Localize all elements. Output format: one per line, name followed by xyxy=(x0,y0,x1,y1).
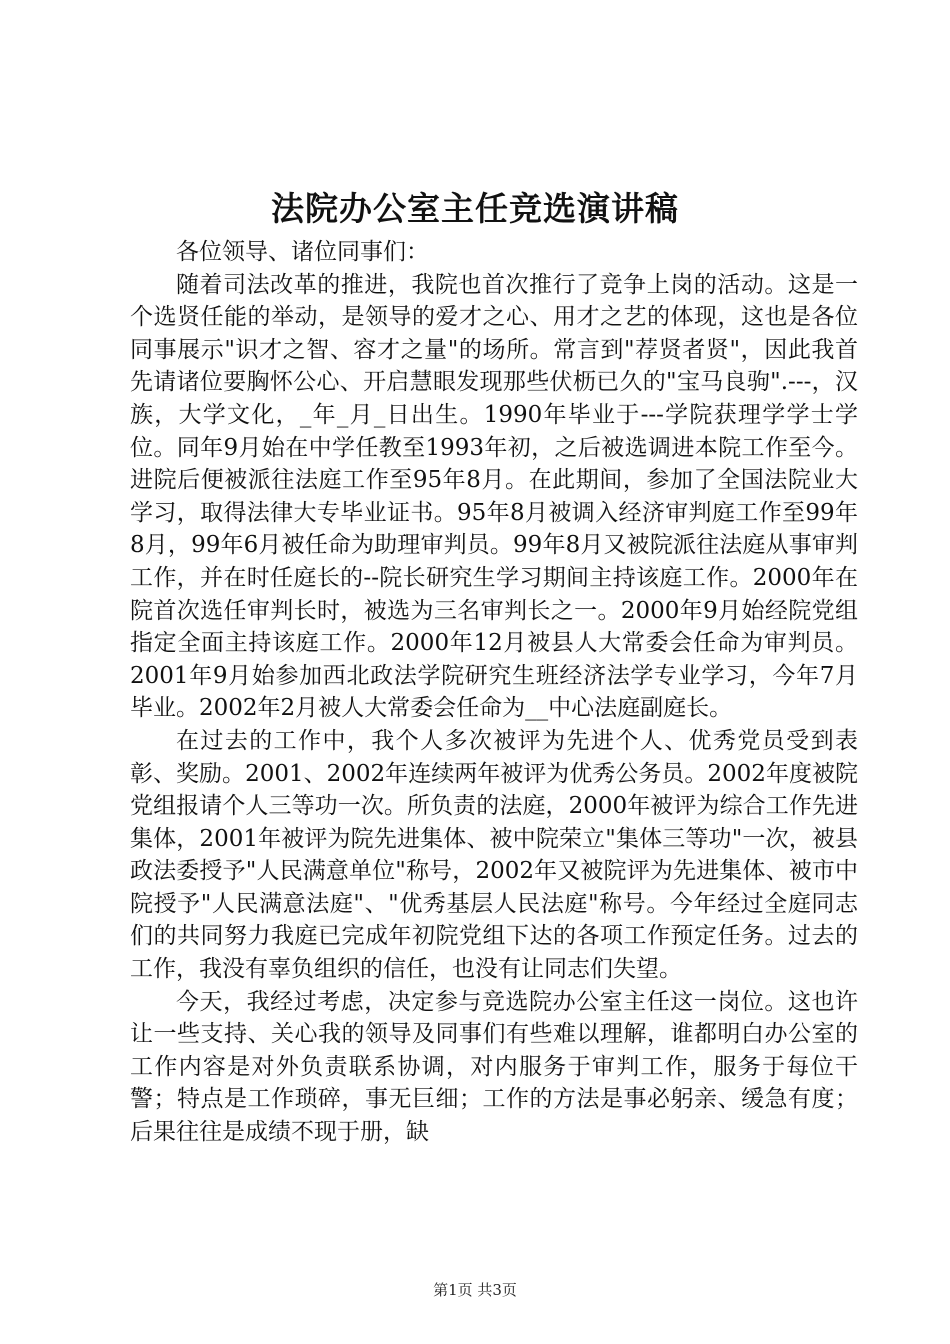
paragraph-background: 随着司法改革的推进，我院也首次推行了竞争上岗的活动。这是一个选贤任能的举动，是领导的爱才之心、用才之艺的体现，这也是各位同事展示"识才之智、容才之量"的场所。常言到"荐贤者贤"，因此我首先请诸位要胸怀公心、开启慧眼发现那些伏枥已久的"宝马良驹".---，汉族，大学文化，_年_月_日出生。1990年毕业于---学院获理学学士学位。同年9月始在中学任教至1993年初，之后被选调进本院工作至今。进院后便被派往法庭工作至95年8月。在此期间，参加了全国法院业大学习，取得法律大专毕业证书。95年8月被调入经济审判庭工作至99年8月，99年6月被任命为助理审判员。99年8月又被院派往法庭从事审判工作，并在时任庭长的--院长研究生学习期间主持该庭工作。2000年在院首次选任审判长时，被选为三名审判长之一。2000年9月始经院党组指定全面主持该庭工作。2000年12月被县人大常委会任命为审判员。2001年9月始参加西北政法学院研究生班经济法学专业学习，今年7月毕业。2002年2月被人大常委会任命为__中心法庭副庭长。 xyxy=(130,271,858,722)
paragraph-decision: 今天，我经过考虑，决定参与竞选院办公室主任这一岗位。这也许让一些支持、关心我的领导及同事们有些难以理解，谁都明白办公室的工作内容是对外负责联系协调，对内服务于审判工作，服务于每位干警；特点是工作琐碎，事无巨细；工作的方法是事必躬亲、缓急有度；后果往往是成绩不现于册，缺 xyxy=(130,988,858,1146)
document-title: 法院办公室主任竞选演讲稿 xyxy=(271,189,679,228)
page-number: 第1页 共3页 xyxy=(433,1281,517,1299)
paragraph-achievements: 在过去的工作中，我个人多次被评为先进个人、优秀党员受到表彰、奖励。2001、2002年连续两年被评为优秀公务员。2002年度被院党组报请个人三等功一次。所负责的法庭，2000年被评为综合工作先进集体，2001年被评为院先进集体、被中院荣立"集体三等功"一次，被县政法委授予"人民满意单位"称号，2002年又被院评为先进集体、被市中院授予"人民满意法庭"、"优秀基层人民法庭"称号。今年经过全庭同志们的共同努力我庭已完成年初院党组下达的各项工作预定任务。过去的工作，我没有辜负组织的信任，也没有让同志们失望。 xyxy=(130,727,858,983)
salutation: 各位领导、诸位同事们： xyxy=(176,239,429,265)
document-body xyxy=(130,236,858,1149)
